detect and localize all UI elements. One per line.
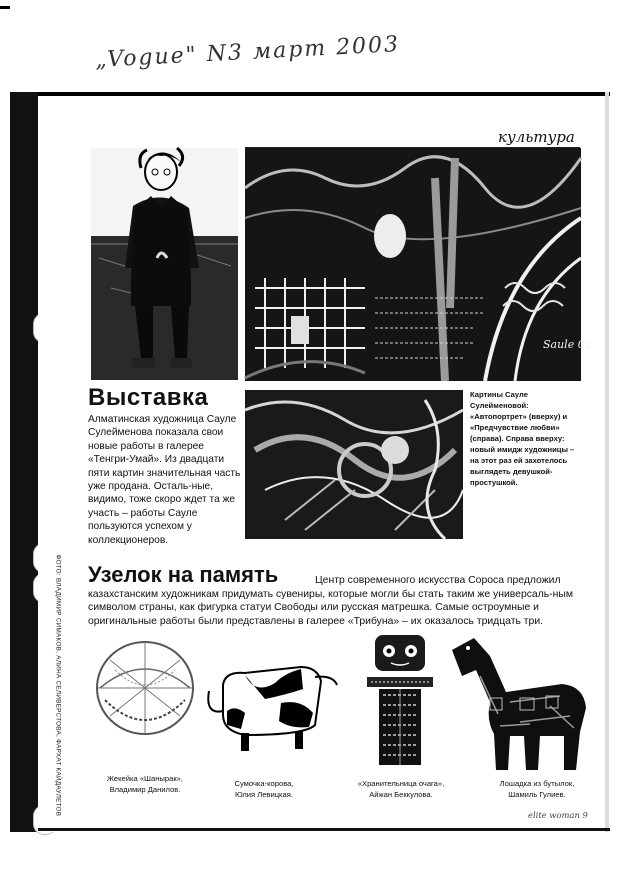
binder-strip	[10, 92, 38, 832]
page-number: 9	[582, 810, 588, 820]
souvenir-shanyrak-photo	[90, 630, 200, 750]
souvenir-title: Лошадка из бутылок,	[499, 779, 575, 788]
souvenir-title: Жекейка «Шанырак»,	[107, 774, 183, 783]
page-edge-shadow	[605, 92, 609, 832]
souvenirs-heading: Узелок на память	[88, 562, 279, 587]
souvenirs-body-text: Центр современного искусства Сороса предложил казахстанским художникам придумать сувениры, которые могли бы стать таким же универсаль-ным символом страны, как фигурка статуи Свободы или русская матрешка. Самые остроумные и оригинальные работы были представлены в галерее «Трибуна» – их оказалось тридцать три.	[88, 575, 573, 627]
souvenir-caption	[194, 778, 334, 800]
bottom-rule	[38, 828, 610, 831]
souvenir-bottle-horse-photo	[450, 636, 590, 771]
souvenir-author: Шамиль Гулиев.	[508, 790, 566, 799]
painting-signature: Saule 02	[543, 338, 592, 351]
souvenir-cow-bag-photo	[205, 655, 345, 755]
souvenir-title: Сумочка-корова,	[234, 779, 294, 788]
handwritten-annotation: „Vogue" N3 март 2003	[94, 32, 401, 73]
scan-mark	[0, 6, 10, 9]
souvenir-hearth-keeper-photo	[365, 633, 435, 768]
exhibit-photo-caption: Картины Сауле Сулейменовой: «Автопортрет» (вверху) и «Предчувствие любви» (справа). Справа вверху: новый имидж художницы – на этот раз ей захотелось выглядеть девушкой-простушкой.	[470, 390, 575, 487]
photo-credit-text: ФОТО: ВЛАДИМИР СИМАКОВ, АЛИНА СЕЛИВЕРСТОВА, ФАРХАТ КАЙДАУЛЕТОВ	[54, 554, 62, 817]
footer	[528, 810, 588, 820]
painting-premonition-of-love	[245, 390, 463, 539]
souvenir-caption	[467, 778, 607, 800]
souvenir-author: Юлия Левицкая.	[235, 790, 293, 799]
souvenir-author: Владимир Данилов.	[109, 785, 181, 794]
souvenir-title: «Хранительница очага»,	[357, 779, 445, 788]
exhibit-body-text: Алматинская художница Сауле Сулейменова показала свои новые работы в галерее «Тенгри-Умай». Из двадцати пяти картин значительная часть уже продана. Осталь-ные, видимо, тоже скоро ждет та же участь – работы Сауле пользуются успехом у коллекционеров.	[88, 414, 241, 546]
footer-brand: elite woman	[528, 810, 580, 820]
top-rule	[38, 92, 610, 96]
exhibit-heading: Выставка	[88, 384, 209, 411]
photo-credit	[53, 556, 63, 826]
artist-portrait-photo	[91, 148, 238, 380]
souvenir-caption	[331, 778, 471, 800]
painting-autoportrait	[245, 148, 592, 381]
souvenir-author: Айжан Беккулова.	[369, 790, 433, 799]
section-label: культура	[498, 128, 575, 146]
